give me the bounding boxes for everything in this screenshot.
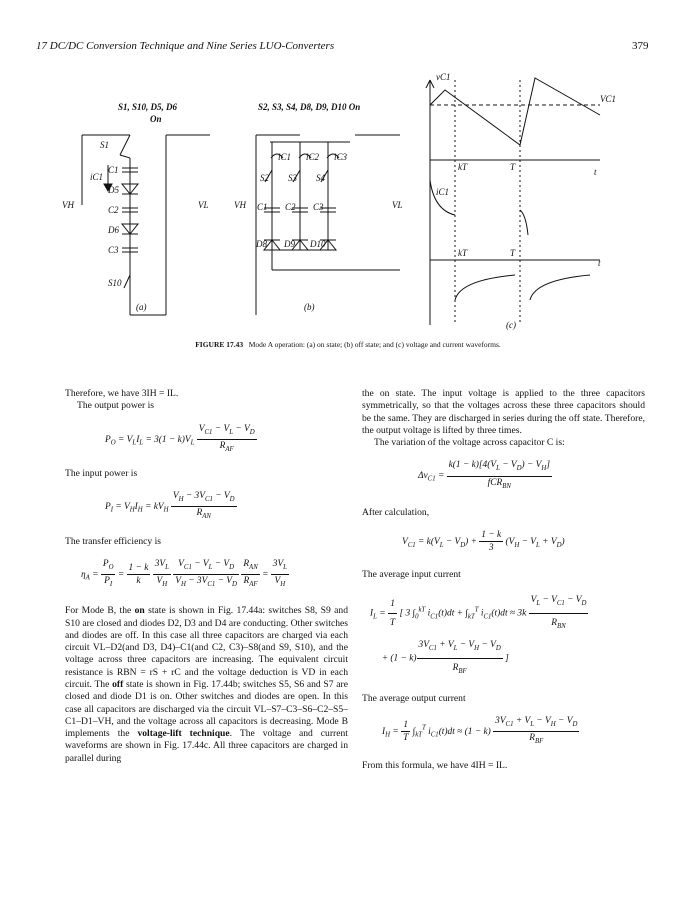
panel-b-title: S2, S3, S4, D8, D9, D10 On — [258, 102, 361, 112]
label-s10: S10 — [108, 278, 122, 288]
figure-17-43 — [0, 60, 696, 340]
label-c3: C3 — [108, 245, 119, 255]
lc-para-2: The output power is — [77, 400, 155, 412]
label-d6: D6 — [108, 225, 119, 235]
label-s1: S1 — [100, 140, 109, 150]
label-time-2: t — [598, 258, 601, 268]
eq-avg-output-current: $I_H$ = $\frac{1}{T}$ $\int_{kT}^T$ $i_{C1}(t)dt \approx (1 - k)$ $\frac{3V_{C1} + V_L - V_H - V_D}{R_{BF}}$ — [382, 715, 578, 745]
label-s4: S4 — [316, 173, 325, 183]
panel-a-title: S1, S10, D5, D6 — [118, 102, 178, 112]
label-ic1-c: iC1 — [436, 187, 450, 197]
rc-para-3: After calculation, — [362, 506, 430, 518]
label-vh-a: VH — [62, 200, 74, 210]
label-c3-b: C3 — [313, 202, 324, 212]
panel-a-state: On — [150, 114, 162, 124]
label-c2-b: C2 — [285, 202, 296, 212]
panel-b-label: (b) — [304, 302, 315, 312]
label-s2: S2 — [260, 173, 269, 183]
lc-para-1: Therefore, we have 3IH = IL. — [65, 388, 179, 399]
label-time-1: t — [594, 167, 597, 177]
label-kt-1: kT — [458, 162, 467, 172]
lc-para-4: The transfer efficiency is — [65, 535, 161, 547]
label-vl-b: VL — [392, 200, 403, 210]
rc-para-5: The average output current — [362, 692, 466, 704]
label-s3: S3 — [288, 173, 297, 183]
lc-para-3: The input power is — [65, 467, 138, 479]
running-header: 17 DC/DC Conversion Technique and Nine Series LUO-Converters — [36, 40, 335, 52]
eq-delta-vc1: $\Delta v_{C1}$ = $\frac{k(1 - k)[4(V_L - V_D) - V_H]}{fCR_{BN}}$ — [418, 460, 550, 490]
label-d10: D10 — [310, 239, 326, 249]
label-c2: C2 — [108, 205, 119, 215]
label-t-2: T — [510, 248, 516, 258]
rc-para-4: The average input current — [362, 568, 461, 580]
left-column — [65, 388, 348, 765]
label-vl-a: VL — [198, 200, 209, 210]
rc-para-1: the on state. The input voltage is applied to the three capacitors symmetrically, so that the voltages across these three capacitors should be the same. They are discharged in series during the off state. Therefore, the output voltage is lifted by three times. — [362, 388, 645, 436]
label-vc1-level: VC1 — [600, 94, 617, 104]
label-c1-b: C1 — [257, 202, 268, 212]
label-c1: C1 — [108, 165, 119, 175]
eq-output-power: $P_O = V_LI_L = 3(1 - k)V_L$ $\frac{V_{C1} - V_L - V_D}{R_{AF}}$ — [105, 423, 255, 453]
right-column — [362, 388, 645, 772]
panel-c-label: (c) — [506, 320, 516, 330]
eq-avg-input-current: $I_L$ = $\frac{1}{T}$ [ 3 $\int_0^{kT}$ $i_{C1}(t)dt + \int_{kT}^T$ $i_{C1}(t)dt \approx 3k$ $\frac{V_L - V_{C1} - V_D}{R_{BN}}$ + (1 − k) $\frac{3V_{C1} + V_L - V_H - V_D}{R_{BF}}$ ] — [370, 591, 645, 681]
label-t-1: T — [510, 162, 516, 172]
rc-para-6: From this formula, we have 4IH = IL. — [362, 760, 508, 772]
circuit-off-state — [256, 135, 400, 315]
caption-label: FIGURE 17.43 — [195, 340, 244, 349]
label-ic3-b: iC3 — [334, 152, 348, 162]
waveforms — [426, 78, 600, 325]
eq-efficiency: $\eta_A$ = $\frac{P_O}{P_I}$ = $\frac{1 - k}{k}$ $\frac{3V_L}{V_H}$ $\frac{V_{C1} - V_L - V_D}{V_H - 3V_{C1} - V_D}$ $\frac{R_{AN}}{R_{AF}}$ = $\frac{3V_L}{V_H}$ — [81, 558, 287, 588]
label-kt-2: kT — [458, 248, 467, 258]
figure-caption — [0, 340, 696, 349]
lc-para-5: For Mode B, the on state is shown in Fig. 17.44a: switches S8, S9 and S10 are closed and diodes D2, D3 and D4 are conducting. Other switches and diodes are off. In this case all three capacitors are charged via each circuit VL–D2(and D3, D4)–C1(and C2, C3)–S8(and S9, S10), and the voltage across three capacitors are increasing. The equivalent circuit resistance is RBN = rS + rC and the voltage deduction is VD in each circuit. The off state is shown in Fig. 17.44b; switches S5, S6 and S7 are closed and diode D1 is on. Other switches and diodes are open. In this case all capacitors are discharged via the circuit VL–S7–C3–S6–C2–S5–C1–D1–VH, and the voltage across all capacitors is decreasing. Mode B implements the voltage-lift technique. The voltage and current waveforms are shown in Fig. 17.44c. All three capacitors are charged in parallel during — [65, 605, 348, 764]
page-number: 379 — [632, 40, 649, 52]
label-ic1-a: iC1 — [90, 172, 104, 182]
circuit-on-state — [82, 135, 210, 315]
panel-a-label: (a) — [136, 302, 147, 312]
caption-text: Mode A operation: (a) on state; (b) off state; and (c) voltage and current waveforms. — [248, 340, 501, 349]
label-ic1-b: iC1 — [278, 152, 292, 162]
rc-para-2: The variation of the voltage across capacitor C is: — [374, 437, 565, 449]
label-vh-b: VH — [234, 200, 246, 210]
label-d9: D9 — [284, 239, 295, 249]
label-vc1-axis: vC1 — [436, 72, 451, 82]
label-d8: D8 — [256, 239, 267, 249]
eq-vc1: $V_{C1} = k(V_L - V_D)$ + $\frac{1 - k}{3}$ $(V_H - V_L + V_D)$ — [402, 530, 565, 554]
label-d5: D5 — [108, 185, 119, 195]
eq-input-power: $P_I = V_HI_H = kV_H$ $\frac{V_H - 3V_{C1} - V_D}{R_{AN}}$ — [105, 491, 235, 521]
label-ic2-b: iC2 — [306, 152, 320, 162]
